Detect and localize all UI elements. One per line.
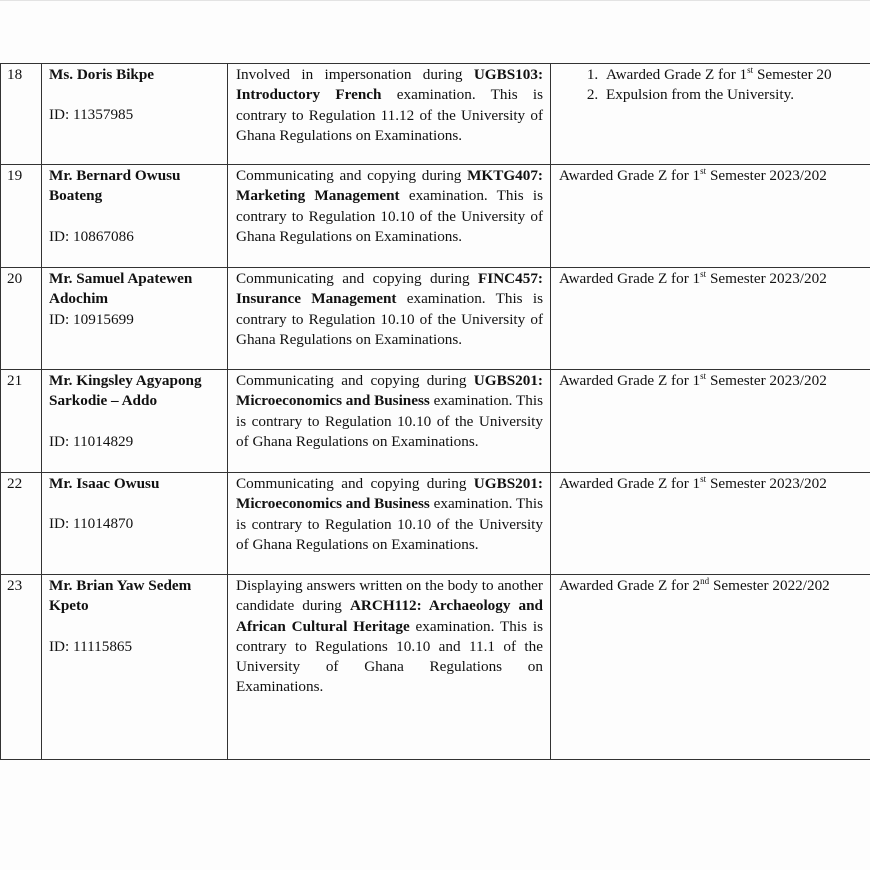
penalty-text: Awarded Grade Z for 1 [559, 270, 701, 287]
offence-cell [228, 575, 551, 760]
penalty-cell [551, 64, 870, 165]
student-name: Mr. Bernard Owusu Boateng [49, 167, 181, 205]
student-name: Mr. Brian Yaw Sedem Kpeto [49, 577, 192, 615]
row-number: 23 [1, 575, 42, 760]
row-number: 22 [1, 473, 42, 575]
offence-cell [228, 165, 551, 268]
offence-regulation: examination. This is contrary to Regulation 10.10 of the University of Ghana Regulations on Examinations. [236, 392, 544, 450]
penalty-cell: Awarded Grade Z for 1st Semester 2023/202 [551, 165, 870, 268]
offence-regulation: examination. This is contrary to Regulation 10.10 of the University of Ghana Regulations on Examinations. [236, 495, 544, 553]
penalty-cell: Awarded Grade Z for 1st Semester 2023/202 [551, 473, 870, 575]
penalty-text: Awarded Grade Z for 1 [559, 372, 701, 389]
student-id: ID: 10867086 [49, 227, 134, 245]
course-code: FINC457: Insurance Management [236, 270, 543, 308]
penalty-cell: Awarded Grade Z for 1st Semester 2023/202 [551, 268, 870, 370]
row-number: 18 [1, 64, 42, 165]
student-name: Mr. Isaac Owusu [49, 475, 160, 492]
table-row [1, 268, 870, 370]
student-name: Ms. Doris Bikpe [49, 66, 155, 83]
offence-cell [228, 268, 551, 370]
row-number: 21 [1, 370, 42, 473]
penalty-list [559, 65, 870, 106]
student-cell [42, 64, 228, 165]
student-id: ID: 11014870 [49, 515, 134, 533]
student-cell [42, 370, 228, 473]
offence-cell [228, 370, 551, 473]
penalty-text: Awarded Grade Z for 1 [559, 167, 701, 184]
offence-text: Displaying answers written on the body to another candidate during [236, 577, 543, 615]
course-code: UGBS201: Microeconomics and Business [236, 372, 543, 410]
table-row [1, 473, 870, 575]
penalty-text: Awarded Grade Z for 2 [559, 577, 701, 594]
offence-regulation: examination. This is contrary to Regulation 11.12 of the University of Ghana Regulations on Examinations. [236, 86, 543, 144]
offence-text: Communicating and copying during [236, 372, 467, 389]
offence-text: Communicating and copying during [236, 167, 462, 184]
table-row [1, 575, 870, 760]
penalty-text: Awarded Grade Z for 1 [559, 475, 701, 492]
offence-regulation: examination. This is contrary to Regulation 10.10 of the University of Ghana Regulations on Examinations. [236, 187, 544, 245]
student-cell [42, 268, 228, 370]
student-id: ID: 11115865 [49, 637, 133, 655]
course-code: ARCH112: Archaeology and African Cultural Heritage [236, 597, 544, 635]
table-row [1, 165, 870, 268]
penalty-item: 2. Expulsion from the University. [602, 85, 870, 105]
course-code: MKTG407: Marketing Management [236, 167, 543, 205]
course-code: UGBS201: Microeconomics and Business [236, 475, 543, 513]
student-id: ID: 11357985 [49, 106, 134, 124]
offence-text: Communicating and copying during [236, 270, 470, 287]
penalty-cell: Awarded Grade Z for 2nd Semester 2022/202 [551, 575, 870, 760]
student-name: Mr. Kingsley Agyapong Sarkodie – Addo [49, 372, 202, 410]
row-number: 19 [1, 165, 42, 268]
offence-text: Involved in impersonation during [236, 66, 463, 83]
offence-regulation: examination. This is contrary to Regulations 10.10 and 11.1 of the University of Ghana Regulations on Examinations. [236, 617, 543, 696]
row-number: 20 [1, 268, 42, 370]
student-cell [42, 473, 228, 575]
table-row [1, 64, 870, 165]
table-row [1, 370, 870, 473]
student-name: Mr. Samuel Apatewen Adochim [49, 270, 193, 308]
offence-regulation: examination. This is contrary to Regulation 10.10 of the University of Ghana Regulations on Examinations. [236, 290, 543, 348]
offence-cell [228, 64, 551, 165]
disciplinary-table [0, 63, 870, 760]
course-code: UGBS103: Introductory French [236, 66, 544, 104]
page-top-edge [0, 0, 870, 1]
student-id: ID: 11014829 [49, 432, 134, 450]
offence-text: Communicating and copying during [236, 475, 467, 492]
offence-cell [228, 473, 551, 575]
penalty-cell: Awarded Grade Z for 1st Semester 2023/202 [551, 370, 870, 473]
penalty-item: 1. Awarded Grade Z for 1st Semester 20 [602, 65, 870, 85]
student-id: ID: 10915699 [49, 310, 134, 328]
student-cell [42, 575, 228, 760]
student-cell [42, 165, 228, 268]
